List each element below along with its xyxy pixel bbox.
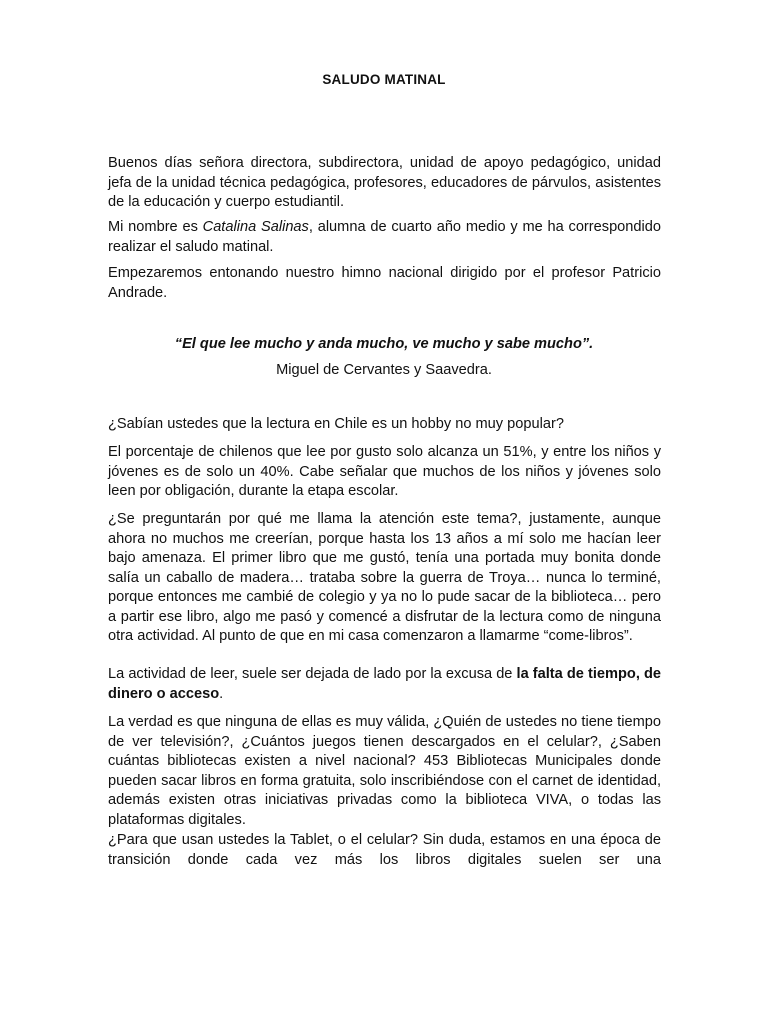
quote-text: “El que lee mucho y anda mucho, ve mucho y sabe mucho”. xyxy=(174,336,594,352)
excuse-highlight: la falta de tiempo, de dinero o acceso xyxy=(108,666,661,702)
paragraph-text: ¿Sabían ustedes que la lectura en Chile es un hobby no muy popular? xyxy=(108,416,564,432)
story-paragraph xyxy=(108,510,661,647)
digital-paragraph xyxy=(108,831,661,870)
paragraph-text: Buenos días señora directora, subdirectora, unidad de apoyo pedagógico, unidad jefa de la unidad técnica pedagógica, profesores, educadores de párvulos, asistentes de la educación y cuerpo estudiantil. xyxy=(108,155,661,210)
excuse-paragraph xyxy=(108,665,661,704)
paragraph-text: El porcentaje de chilenos que lee por gusto solo alcanza un 51%, y entre los niños y jóvenes es de solo un 40%. Cabe señalar que muchos de los niños y jóvenes solo leen por obligación, durante la etapa escolar. xyxy=(108,444,661,499)
paragraph-text xyxy=(108,218,661,257)
paragraph-text: Empezaremos entonando nuestro himno nacional dirigido por el profesor Patricio Andrade. xyxy=(108,265,661,301)
introduction-paragraph xyxy=(108,218,661,257)
question-paragraph xyxy=(108,415,661,435)
quote-author: Miguel de Cervantes y Saavedra. xyxy=(276,362,492,378)
excuse-period: . xyxy=(219,685,224,702)
paragraph-text xyxy=(108,665,661,704)
paragraph-text: La verdad es que ninguna de ellas es muy válida, ¿Quién de ustedes no tiene tiempo de ver televisión?, ¿Cuántos juegos tienen descargados en el celular?, ¿Saben cuántas bibliotecas existen a nivel nacional? 453 Bibliotecas Municipales donde pueden sacar libros en forma gratuita, solo inscribiéndose con el carnet de identidad, además existen otras iniciativas privadas como la biblioteca VIVA, o todas las plataformas digitales. xyxy=(108,714,661,828)
intro-text: Mi nombre es xyxy=(108,219,203,235)
libraries-paragraph xyxy=(108,713,661,830)
paragraph-text: ¿Para que usan ustedes la Tablet, o el celular? Sin duda, estamos en una época de transición donde cada vez más los libros digitales suelen ser una xyxy=(108,832,661,868)
statistics-paragraph xyxy=(108,443,661,502)
paragraph-text: ¿Se preguntarán por qué me llama la atención este tema?, justamente, aunque ahora no muchos me creerían, porque hasta los 13 años a mí solo me hacían leer bajo amenaza. El primer libro que me gustó, tenía una portada muy bonita donde salía un caballo de madera… trataba sobre la guerra de Troya… nunca lo terminé, porque entonces me cambié de colegio y ya no lo pude sacar de la biblioteca… pero a partir ese libro, algo me pasó y comencé a disfrutar de la lectura como de ninguna otra actividad. Al punto de que en mi casa comenzaron a llamarme “come-libros”. xyxy=(108,511,661,644)
student-name: Catalina Salinas xyxy=(202,219,309,235)
excuse-text: La actividad de leer, suele ser dejada de lado por la excusa de xyxy=(108,666,517,682)
document-title: SALUDO MATINAL xyxy=(322,72,446,87)
anthem-paragraph xyxy=(108,264,661,303)
intro-text-rest: , alumna de cuarto año medio y me ha correspondido realizar el saludo matinal. xyxy=(108,219,662,255)
greeting-paragraph xyxy=(108,154,661,213)
